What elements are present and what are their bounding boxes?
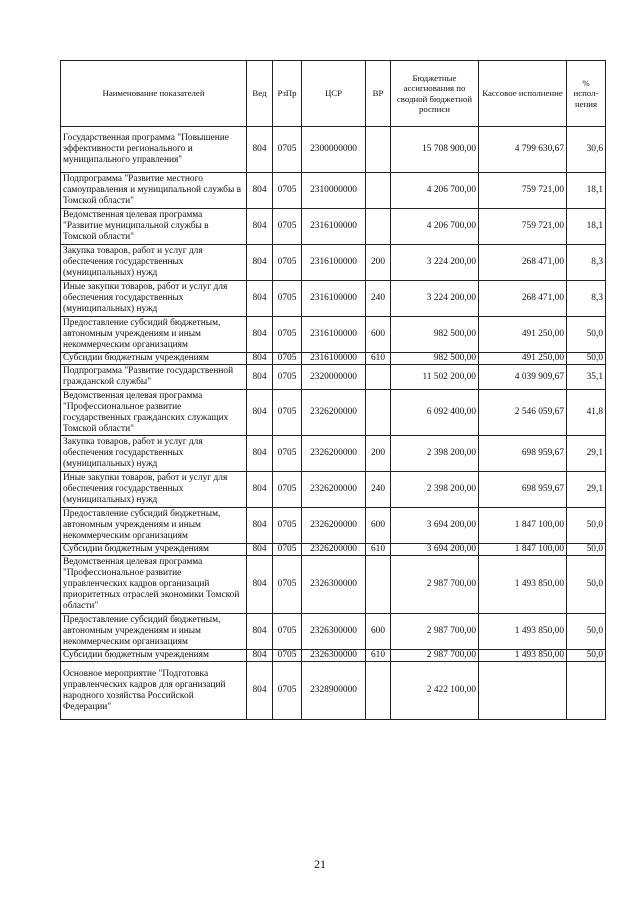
cell-percent: 35,1 bbox=[567, 365, 606, 390]
cell-vr: 200 bbox=[366, 436, 391, 472]
cell-csr: 2316100000 bbox=[302, 353, 366, 365]
cell-ved: 804 bbox=[247, 317, 273, 353]
cell-vr: 610 bbox=[366, 544, 391, 556]
cell-rzpr: 0705 bbox=[273, 365, 302, 390]
cell-name: Субсидии бюджетным учреждениям bbox=[61, 650, 247, 662]
cell-rzpr: 0705 bbox=[273, 245, 302, 281]
cell-csr: 2316100000 bbox=[302, 281, 366, 317]
cell-csr: 2328900000 bbox=[302, 662, 366, 720]
cell-percent: 18,1 bbox=[567, 173, 606, 209]
cell-csr: 2300000000 bbox=[302, 127, 366, 173]
table-body bbox=[61, 127, 606, 720]
cell-ved: 804 bbox=[247, 508, 273, 544]
cell-name: Предоставление субсидий бюджетным, автономным учреждениям и иным некоммерческим организациям bbox=[61, 508, 247, 544]
cell-vr bbox=[366, 365, 391, 390]
cell-rzpr: 0705 bbox=[273, 472, 302, 508]
cell-rzpr: 0705 bbox=[273, 173, 302, 209]
cell-budget: 6 092 400,00 bbox=[391, 390, 479, 436]
cell-vr bbox=[366, 209, 391, 245]
cell-percent: 8,3 bbox=[567, 281, 606, 317]
cell-vr: 600 bbox=[366, 317, 391, 353]
cell-budget: 2 987 700,00 bbox=[391, 556, 479, 614]
cell-name: Предоставление субсидий бюджетным, автономным учреждениям и иным некоммерческим организациям bbox=[61, 614, 247, 650]
cell-budget: 11 502 200,00 bbox=[391, 365, 479, 390]
cell-percent: 50,0 bbox=[567, 650, 606, 662]
cell-name: Закупка товаров, работ и услуг для обеспечения государственных (муниципальных) нужд bbox=[61, 436, 247, 472]
table-row bbox=[61, 317, 606, 353]
header-vr: ВР bbox=[366, 61, 391, 127]
cell-rzpr: 0705 bbox=[273, 544, 302, 556]
table-row bbox=[61, 508, 606, 544]
cell-percent bbox=[567, 662, 606, 720]
header-rzpr: РзПр bbox=[273, 61, 302, 127]
table-row bbox=[61, 650, 606, 662]
cell-ved: 804 bbox=[247, 544, 273, 556]
cell-name: Ведомственная целевая программа "Развитие муниципальной службы в Томской области" bbox=[61, 209, 247, 245]
cell-percent: 50,0 bbox=[567, 544, 606, 556]
table-row bbox=[61, 353, 606, 365]
cell-cash: 759 721,00 bbox=[479, 173, 567, 209]
header-csr: ЦСР bbox=[302, 61, 366, 127]
cell-vr bbox=[366, 127, 391, 173]
cell-percent: 50,0 bbox=[567, 317, 606, 353]
cell-cash: 1 493 850,00 bbox=[479, 650, 567, 662]
cell-budget: 2 422 100,00 bbox=[391, 662, 479, 720]
cell-rzpr: 0705 bbox=[273, 353, 302, 365]
cell-name: Иные закупки товаров, работ и услуг для обеспечения государственных (муниципальных) нужд bbox=[61, 281, 247, 317]
cell-rzpr: 0705 bbox=[273, 390, 302, 436]
cell-budget: 15 708 900,00 bbox=[391, 127, 479, 173]
cell-ved: 804 bbox=[247, 436, 273, 472]
cell-rzpr: 0705 bbox=[273, 281, 302, 317]
cell-vr: 200 bbox=[366, 245, 391, 281]
cell-csr: 2326200000 bbox=[302, 544, 366, 556]
cell-rzpr: 0705 bbox=[273, 317, 302, 353]
cell-name: Закупка товаров, работ и услуг для обеспечения государственных (муниципальных) нужд bbox=[61, 245, 247, 281]
cell-csr: 2310000000 bbox=[302, 173, 366, 209]
cell-ved: 804 bbox=[247, 365, 273, 390]
cell-percent: 50,0 bbox=[567, 614, 606, 650]
cell-budget: 2 987 700,00 bbox=[391, 650, 479, 662]
cell-cash: 759 721,00 bbox=[479, 209, 567, 245]
cell-budget: 4 206 700,00 bbox=[391, 209, 479, 245]
cell-csr: 2326200000 bbox=[302, 390, 366, 436]
cell-budget: 2 398 200,00 bbox=[391, 472, 479, 508]
cell-budget: 3 694 200,00 bbox=[391, 508, 479, 544]
cell-cash: 1 493 850,00 bbox=[479, 556, 567, 614]
cell-csr: 2316100000 bbox=[302, 317, 366, 353]
cell-ved: 804 bbox=[247, 173, 273, 209]
cell-name: Государственная программа "Повышение эффективности регионального и муниципального управления" bbox=[61, 127, 247, 173]
cell-csr: 2316100000 bbox=[302, 245, 366, 281]
cell-csr: 2326300000 bbox=[302, 614, 366, 650]
table-row bbox=[61, 209, 606, 245]
budget-table-sheet bbox=[60, 60, 605, 720]
cell-csr: 2326200000 bbox=[302, 508, 366, 544]
cell-cash: 268 471,00 bbox=[479, 245, 567, 281]
page-number: 21 bbox=[314, 857, 326, 871]
cell-ved: 804 bbox=[247, 127, 273, 173]
cell-csr: 2326200000 bbox=[302, 436, 366, 472]
cell-budget: 3 224 200,00 bbox=[391, 245, 479, 281]
cell-name: Иные закупки товаров, работ и услуг для обеспечения государственных (муниципальных) нужд bbox=[61, 472, 247, 508]
cell-name: Подпрограмма "Развитие местного самоуправления и муниципальной службы в Томской области" bbox=[61, 173, 247, 209]
cell-csr: 2316100000 bbox=[302, 209, 366, 245]
cell-name: Субсидии бюджетным учреждениям bbox=[61, 544, 247, 556]
cell-percent: 8,3 bbox=[567, 245, 606, 281]
budget-execution-table bbox=[60, 60, 606, 720]
cell-name: Основное мероприятие "Подготовка управленческих кадров для организаций народного хозяйства Российской Федерации" bbox=[61, 662, 247, 720]
cell-ved: 804 bbox=[247, 614, 273, 650]
cell-cash: 1 847 100,00 bbox=[479, 544, 567, 556]
header-cash: Кассовое исполнение bbox=[479, 61, 567, 127]
cell-budget: 982 500,00 bbox=[391, 317, 479, 353]
cell-vr: 610 bbox=[366, 650, 391, 662]
cell-name: Ведомственная целевая программа "Профессиональное развитие государственных гражданских служащих Томской области" bbox=[61, 390, 247, 436]
cell-vr bbox=[366, 556, 391, 614]
cell-rzpr: 0705 bbox=[273, 436, 302, 472]
cell-budget: 2 398 200,00 bbox=[391, 436, 479, 472]
cell-percent: 29,1 bbox=[567, 436, 606, 472]
cell-ved: 804 bbox=[247, 390, 273, 436]
cell-cash: 698 959,67 bbox=[479, 436, 567, 472]
cell-rzpr: 0705 bbox=[273, 556, 302, 614]
cell-csr: 2320000000 bbox=[302, 365, 366, 390]
cell-percent: 50,0 bbox=[567, 508, 606, 544]
header-ved: Вед bbox=[247, 61, 273, 127]
cell-ved: 804 bbox=[247, 650, 273, 662]
table-row bbox=[61, 614, 606, 650]
cell-percent: 50,0 bbox=[567, 353, 606, 365]
cell-csr: 2326300000 bbox=[302, 556, 366, 614]
cell-budget: 3 694 200,00 bbox=[391, 544, 479, 556]
cell-rzpr: 0705 bbox=[273, 209, 302, 245]
table-row bbox=[61, 281, 606, 317]
cell-percent: 50,0 bbox=[567, 556, 606, 614]
table-row bbox=[61, 245, 606, 281]
cell-vr: 600 bbox=[366, 508, 391, 544]
header-budget: Бюджетные ассигнования по сводной бюджетной росписи bbox=[391, 61, 479, 127]
cell-cash: 491 250,00 bbox=[479, 317, 567, 353]
cell-budget: 982 500,00 bbox=[391, 353, 479, 365]
cell-cash: 1 493 850,00 bbox=[479, 614, 567, 650]
cell-percent: 18,1 bbox=[567, 209, 606, 245]
cell-name: Субсидии бюджетным учреждениям bbox=[61, 353, 247, 365]
cell-vr: 240 bbox=[366, 472, 391, 508]
cell-vr: 600 bbox=[366, 614, 391, 650]
cell-vr: 240 bbox=[366, 281, 391, 317]
cell-cash bbox=[479, 662, 567, 720]
table-row bbox=[61, 544, 606, 556]
cell-rzpr: 0705 bbox=[273, 662, 302, 720]
cell-csr: 2326200000 bbox=[302, 472, 366, 508]
cell-rzpr: 0705 bbox=[273, 614, 302, 650]
cell-percent: 29,1 bbox=[567, 472, 606, 508]
cell-name: Подпрограмма "Развитие государственной гражданской службы" bbox=[61, 365, 247, 390]
header-percent: % испол-нения bbox=[567, 61, 606, 127]
cell-vr bbox=[366, 173, 391, 209]
cell-rzpr: 0705 bbox=[273, 127, 302, 173]
cell-percent: 41,8 bbox=[567, 390, 606, 436]
cell-cash: 1 847 100,00 bbox=[479, 508, 567, 544]
table-row bbox=[61, 472, 606, 508]
cell-vr bbox=[366, 390, 391, 436]
cell-csr: 2326300000 bbox=[302, 650, 366, 662]
cell-cash: 698 959,67 bbox=[479, 472, 567, 508]
table-header-row bbox=[61, 61, 606, 127]
cell-cash: 4 039 909,67 bbox=[479, 365, 567, 390]
cell-rzpr: 0705 bbox=[273, 650, 302, 662]
cell-cash: 4 799 630,67 bbox=[479, 127, 567, 173]
header-name: Наименование показателей bbox=[61, 61, 247, 127]
cell-ved: 804 bbox=[247, 662, 273, 720]
cell-budget: 2 987 700,00 bbox=[391, 614, 479, 650]
cell-rzpr: 0705 bbox=[273, 508, 302, 544]
table-row bbox=[61, 365, 606, 390]
cell-budget: 4 206 700,00 bbox=[391, 173, 479, 209]
table-row bbox=[61, 436, 606, 472]
table-row bbox=[61, 662, 606, 720]
table-row bbox=[61, 390, 606, 436]
cell-name: Ведомственная целевая программа "Профессиональное развитие управленческих кадров организаций приоритетных отраслей экономики Томской области" bbox=[61, 556, 247, 614]
cell-vr bbox=[366, 662, 391, 720]
cell-name: Предоставление субсидий бюджетным, автономным учреждениям и иным некоммерческим организациям bbox=[61, 317, 247, 353]
cell-budget: 3 224 200,00 bbox=[391, 281, 479, 317]
cell-cash: 491 250,00 bbox=[479, 353, 567, 365]
table-row bbox=[61, 173, 606, 209]
cell-ved: 804 bbox=[247, 245, 273, 281]
cell-cash: 268 471,00 bbox=[479, 281, 567, 317]
cell-vr: 610 bbox=[366, 353, 391, 365]
cell-ved: 804 bbox=[247, 556, 273, 614]
table-row bbox=[61, 556, 606, 614]
cell-ved: 804 bbox=[247, 353, 273, 365]
cell-ved: 804 bbox=[247, 209, 273, 245]
cell-ved: 804 bbox=[247, 472, 273, 508]
table-row bbox=[61, 127, 606, 173]
cell-percent: 30,6 bbox=[567, 127, 606, 173]
cell-ved: 804 bbox=[247, 281, 273, 317]
cell-cash: 2 546 059,67 bbox=[479, 390, 567, 436]
